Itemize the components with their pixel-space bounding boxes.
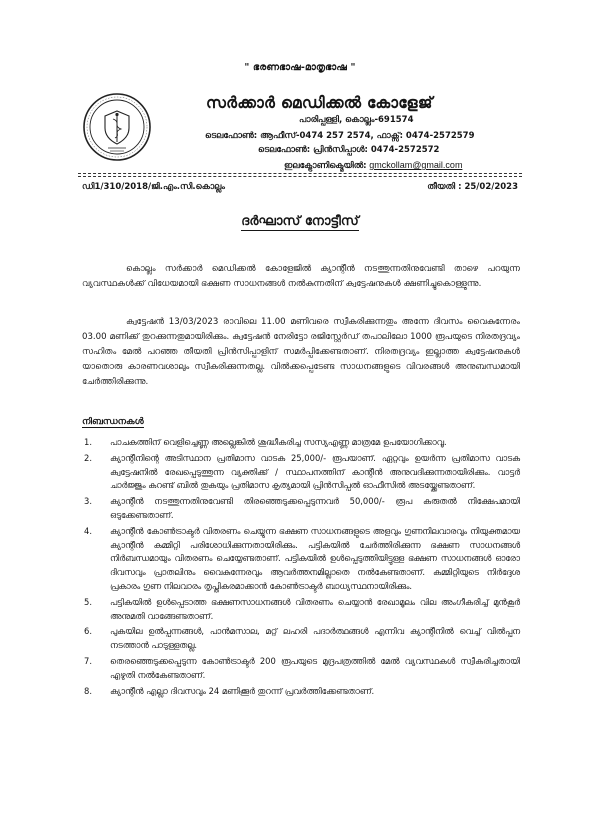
language-motto: " ഭരണഭാഷ-മാതൃഭാഷ " [244,62,356,73]
condition-item [82,655,520,683]
condition-number: 6. [84,626,92,637]
condition-number: 7. [84,655,92,666]
header-divider-top [78,173,522,174]
condition-text: ക്യാന്റീനിന്റെ അടിസ്ഥാന പ്രതിമാസ വാടക 25,000/- രൂപയാണ്. ഏറ്റവും ഉയർന്ന പ്രതിമാസ വാടക ക്വട്ടേഷനിൽ രേഖപ്പെടുത്തുന്ന വ്യക്തിക്ക് / സ്ഥാപനത്തിന് കാന്റീൻ അനുവദിക്കുന്നതായിരിക്കും. വാട്ടർ ചാർജ്ജും കറണ്ട് ബിൽ തുകയും പ്രതിമാസ കൃത്യമായി പ്രിൻസിപ്പൽ ഓഫീസിൽ അടയ്ക്കേണ്ടതാണ്. [110,452,520,491]
condition-text: ക്യാന്റീൻ നടത്തുന്നതിനുവേണ്ടി തിരഞ്ഞെടുക്കപ്പെടുന്നവർ 50,000/- രൂപ കരുതൽ നിക്ഷേപമായി ഒടുക്കേണ്ടതാണ്. [110,496,520,520]
condition-item [82,495,520,523]
condition-item [82,685,520,699]
notice-title-text: ദർഘാസ് നോട്ടീസ് [241,214,359,229]
conditions-heading-text: നിബന്ധനകൾ [82,417,144,427]
notice-title [0,214,600,229]
condition-text: പുകയില ഉൽപ്പന്നങ്ങൾ, പാൻമസാല, മറ്റ് ലഹരി പദാർത്ഥങ്ങൾ എന്നിവ ക്യാന്റീനിൽ വെച്ച് വിൽപ്പന നടത്താൻ പാടുള്ളതല്ല. [110,626,520,651]
email-label: ഇലക്ട്രോണിക്മെയിൽ: [284,161,367,171]
condition-item [82,525,520,594]
condition-number: 3. [84,496,92,507]
condition-number: 5. [84,596,92,607]
reference-number: ഡി1/310/2018/ജി.എം.സി.കൊല്ലം [82,182,225,192]
condition-text: ക്യാന്റീൻ കോൺട്രാക്ടർ വിതരണം ചെയ്യുന്ന ഭക്ഷണ സാധനങ്ങളുടെ അളവും ഗുണനിലവാരവും നിയുക്തമായ ക്യാന്റീൻ കമ്മിറ്റി പരിശോധിക്കുന്നതായിരിക്കും. പട്ടികയിൽ ചേർത്തിരിക്കുന്ന ഭക്ഷണ സാധനങ്ങൾ നിർബന്ധമായും വിതരണം ചെയ്യേണ്ടതാണ്. പട്ടികയിൽ ഉൾപ്പെടുത്തിയിട്ടുള്ള ഭക്ഷണ സാധനങ്ങൾ ഓരോ ദിവസവും പ്രാതലിനും വൈകുന്നേരവും ആവർത്തനമില്ലാതെ നൽകേണ്ടതാണ്. കമ്മിറ്റിയുടെ നിർദ്ദേശ പ്രകാരം ഗുണ നിലവാരം തൃപ്തികരമാക്കാൻ കോൺട്രാക്ടർ ബാധ്യസ്ഥനായിരിക്കും. [110,525,520,591]
college-name: സർക്കാർ മെഡിക്കൽ കോളേജ് [206,94,433,112]
condition-number: 8. [84,685,92,696]
condition-item [82,436,520,450]
condition-text: ക്യാന്റീൻ എല്ലാ ദിവസവും 24 മണിക്കൂർ തുറന്ന് പ്രവർത്തിക്കേണ്ടതാണ്. [110,685,375,696]
conditions-list [82,436,520,700]
principal-phone-line: ടെലഫോൺ: പ്രിൻസിപ്പാൾ: 0474-2572572 [258,145,440,155]
email-link[interactable]: gmckollam@gmail.com [369,160,463,170]
condition-text: പാചകത്തിന് വെളിച്ചെണ്ണ അല്ലെങ്കിൽ ശുദ്ധീകരിച്ച സസ്യഎണ്ണ മാത്രമേ ഉപയോഗിക്കാവൂ. [110,437,447,447]
condition-item [82,625,520,653]
college-emblem-icon [82,92,152,162]
office-phone-line: ടെലഫോൺ: ആഫീസ്-0474 257 2574, ഫാക്സ്: 0474-2572579 [205,131,475,141]
header-divider-bottom [78,176,522,177]
condition-number: 1. [84,437,92,447]
condition-text: പട്ടികയിൽ ഉൾപ്പെടാത്ത ഭക്ഷണസാധനങ്ങൾ വിതരണം ചെയ്യാൻ രേഖാമൂലം വില അംഗീകരിച്ച് മുൻകൂർ അനുമതി വാങ്ങേണ്ടതാണ്. [110,596,520,621]
college-address: പാരിപ്പള്ളി, കൊല്ലം-691574 [299,115,414,125]
condition-item [82,452,520,493]
condition-number: 4. [84,525,92,536]
reference-date: തീയതി : 25/02/2023 [427,182,518,192]
condition-item [82,596,520,624]
conditions-heading [82,417,144,427]
email-line [284,160,462,171]
quotation-paragraph: ക്വട്ടേഷൻ 13/03/2023 രാവിലെ 11.00 മണിവരെ സ്വീകരിക്കുന്നതും അന്നേ ദിവസം വൈകുന്നേരം 03.00 മണിക്ക് തുറക്കുന്നതുമായിരിക്കും. ക്വട്ടേഷൻ നേരിട്ടോ രജിസ്റ്റേർഡ് തപാലിലോ 1000 രൂപയുടെ നിരതദ്രവ്യം സഹിതം മേൽ പറഞ്ഞ തീയതി പ്രിൻസിപ്പാളിന് സമർപ്പിക്കേണ്ടതാണ്. നിരതദ്രവ്യം ഇല്ലാത്ത ക്വട്ടേഷനുകൾ യാതൊരു കാരണവശാലും സ്വീകരിക്കുന്നതല്ല. വിൽക്കപ്പെടേണ്ട സാധനങ്ങളുടെ വിവരങ്ങൾ അനുബന്ധമായി ചേർത്തിരിക്കുന്നു. [82,317,520,387]
condition-text: തെരഞ്ഞെടുക്കപ്പെടുന്ന കോൺട്രാക്ടർ 200 രൂപയുടെ മുദ്രപത്രത്തിൽ മേൽ വ്യവസ്ഥകൾ സ്വീകരിച്ചതായി എഴുതി നൽകേണ്ടതാണ്. [110,655,520,680]
intro-paragraph: കൊല്ലം സർക്കാർ മെഡിക്കൽ കോളേജിൽ ക്യാന്റീൻ നടത്തുന്നതിനുവേണ്ടി താഴെ പറയുന്ന വ്യവസ്ഥകൾക്ക് വിധേയമായി ഭക്ഷണ സാധനങ്ങൾ നൽകുന്നതിന് ക്വട്ടേഷനുകൾ ക്ഷണിച്ചുകൊള്ളുന്നു. [82,264,520,289]
condition-number: 2. [84,452,92,463]
